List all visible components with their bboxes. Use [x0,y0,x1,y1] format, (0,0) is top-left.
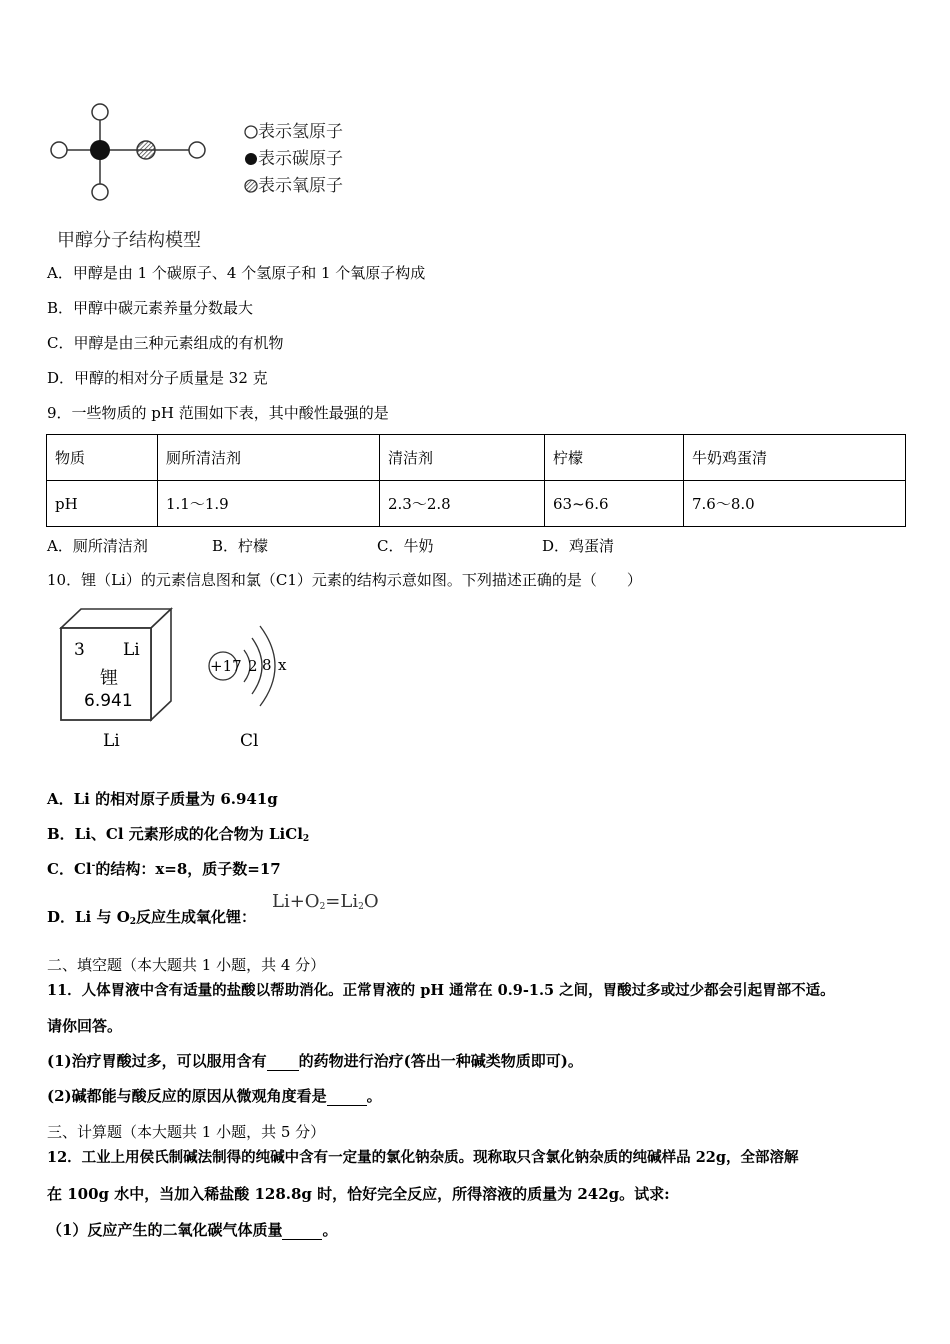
carbon-atom [90,140,110,160]
filled-circle-icon [244,152,258,166]
q8-option-d: D．甲醇的相对分子质量是 32 克 [47,369,268,387]
cl-shell-1-electrons: 2 [248,657,258,675]
legend-hydrogen: 表示氢原子 [244,117,343,142]
q10-option-c: C．Cl-的结构：x=8，质子数=17 [47,860,281,878]
cl-nucleus-charge: +17 [210,657,242,675]
answer-blank[interactable] [267,1052,299,1071]
legend-oxygen: 表示氧原子 [244,171,343,196]
table-cell: 物质 [47,435,158,481]
table-row [47,435,906,481]
section-3-heading: 三、计算题（本大题共 1 小题，共 5 分） [47,1123,326,1141]
table-cell: 1.1～1.9 [158,481,380,527]
q10-stem: 10．锂（Li）的元素信息图和氯（C1）元素的结构示意如图。下列描述正确的是（ ） [47,571,642,589]
q11-part-2: (2)碱都能与酸反应的原因从微观角度看是 。 [47,1087,382,1105]
q8-option-b: B．甲醇中碳元素养量分数最大 [47,299,254,317]
cl-shell-3-electrons: x [278,656,287,674]
cl-caption: Cl [240,731,259,751]
q9-option-c: C．牛奶 [377,537,434,555]
hollow-circle-icon [244,125,258,139]
table-cell: pH [47,481,158,527]
table-cell: 牛奶鸡蛋清 [684,435,906,481]
hydrogen-atom-right [189,142,205,158]
table-cell: 清洁剂 [380,435,545,481]
hydrogen-atom-bottom [92,184,108,200]
answer-blank[interactable] [327,1087,367,1106]
q11-stem-cont: 请你回答。 [47,1017,123,1035]
table-cell: 厕所清洁剂 [158,435,380,481]
li-atomic-number: 3 [74,640,85,660]
hatched-circle-icon [244,179,258,193]
methanol-molecule-diagram [45,100,215,205]
cl-shell-2-electrons: 8 [262,656,272,674]
q8-option-a: A．甲醇是由 1 个碳原子、4 个氢原子和 1 个氧原子构成 [47,264,426,282]
oxygen-atom [137,141,155,159]
section-2-heading: 二、填空题（本大题共 1 小题，共 4 分） [47,956,326,974]
q10-option-b: B．Li、Cl 元素形成的化合物为 LiCl$_2$ [47,825,310,844]
hydrogen-atom-left [51,142,67,158]
answer-blank[interactable] [282,1221,322,1240]
q12-stem: 12．工业上用侯氏制碱法制得的纯碱中含有一定量的氯化钠杂质。现称取只含氯化钠杂质的纯碱样品 22g，全部溶解 [47,1149,799,1166]
li-name: 锂 [100,668,118,689]
table-cell: 7.6～8.0 [684,481,906,527]
q12-part-1: （1）反应产生的二氧化碳气体质量 。 [47,1221,338,1239]
li-symbol: Li [123,640,140,660]
table-cell: 2.3～2.8 [380,481,545,527]
q9-option-a: A．厕所清洁剂 [47,537,148,555]
ph-table [46,434,906,527]
q11-part-1: (1)治疗胃酸过多，可以服用含有 的药物进行治疗(答出一种碱类物质即可)。 [47,1052,583,1070]
q8-option-c: C．甲醇是由三种元素组成的有机物 [47,334,284,352]
q10-option-a: A．Li 的相对原子质量为 6.941g [47,790,278,808]
q10-option-d: D．Li 与 $O_2$反应生成氧化锂： [47,908,257,927]
q9-option-d: D．鸡蛋清 [542,537,615,555]
q11-stem: 11．人体胃液中含有适量的盐酸以帮助消化。正常胃液的 pH 通常在 0.9-1.5 之间，胃酸过多或过少都会引起胃部不适。 [47,982,835,999]
table-cell: 柠檬 [545,435,684,481]
table-cell: 63~6.6 [545,481,684,527]
figure-caption: 甲醇分子结构模型 [57,230,201,251]
q12-stem-cont: 在 100g 水中，当加入稀盐酸 128.8g 时，恰好完全反应，所得溶液的质量为 242g。试求: [47,1185,670,1203]
li-atomic-mass: 6.941 [84,691,133,711]
q9-option-b: B．柠檬 [212,537,269,555]
reaction-equation: $Li+O_2=Li_2O$ [272,891,379,912]
q9-stem: 9．一些物质的 pH 范围如下表，其中酸性最强的是 [47,404,389,422]
li-caption: Li [103,731,120,751]
hydrogen-atom-top [92,104,108,120]
table-row [47,481,906,527]
legend-carbon: 表示碳原子 [244,144,343,169]
